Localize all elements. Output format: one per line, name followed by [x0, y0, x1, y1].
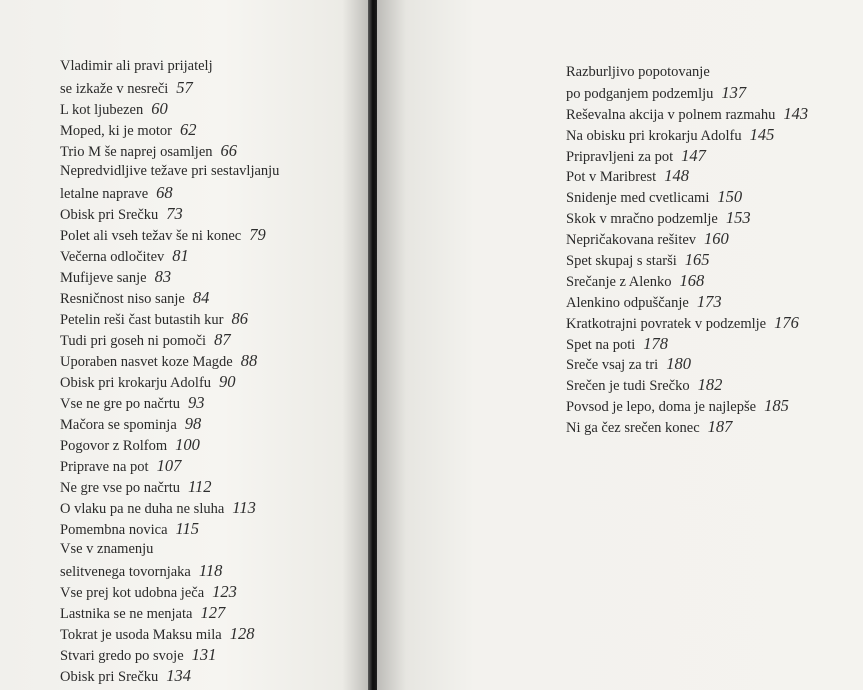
- toc-entry: [566, 396, 808, 417]
- toc-entry-title: [566, 271, 808, 292]
- toc-page-number: 107: [156, 456, 182, 475]
- toc-page-number: 131: [191, 645, 217, 664]
- toc-entry-title: [60, 98, 279, 119]
- toc-entry: [566, 166, 808, 187]
- toc-entry: [566, 313, 808, 334]
- toc-page-number: 86: [231, 309, 248, 328]
- toc-entry: [60, 266, 279, 287]
- toc-page-number: 57: [176, 78, 193, 97]
- toc-entry: [60, 203, 279, 224]
- toc-entry: [566, 354, 808, 375]
- toc-page-number: 147: [681, 145, 706, 165]
- toc-entry-title: [60, 560, 279, 581]
- toc-entry-title: [566, 417, 808, 438]
- toc-entry: [60, 539, 279, 581]
- toc-entry-text: Povsod je lepo, doma je najlepše: [566, 399, 757, 416]
- toc-entry: [60, 371, 279, 392]
- toc-page-number: 93: [187, 393, 205, 412]
- toc-entry: [566, 271, 808, 292]
- toc-entry-title: [60, 350, 279, 371]
- toc-entry: [60, 455, 279, 476]
- toc-entry: [60, 224, 279, 245]
- toc-page-number: 73: [166, 204, 183, 223]
- toc-entry: [566, 250, 808, 271]
- toc-page-number: 66: [220, 141, 238, 160]
- toc-entry-text: Vse prej kot udobna ječa: [60, 585, 205, 601]
- toc-page-number: 168: [679, 270, 705, 290]
- toc-page-number: 160: [704, 229, 729, 249]
- toc-page-number: 148: [664, 166, 689, 186]
- toc-page-number: 187: [707, 417, 733, 437]
- toc-entry-title: [566, 354, 808, 375]
- toc-entry-text: Mačora se spominja: [60, 417, 177, 433]
- toc-page-number: 81: [172, 246, 189, 265]
- toc-entry-text: Pripravljeni za pot: [566, 148, 674, 165]
- toc-entry-text: Večerna odločitev: [60, 249, 165, 265]
- toc-entry-text: po podganjem podzemlju: [566, 85, 714, 102]
- toc-entry: [60, 413, 279, 434]
- toc-entry-title: [60, 182, 279, 203]
- toc-entry-text: Pot v Maribrest: [566, 169, 657, 186]
- toc-entry: [566, 417, 808, 438]
- toc-entry-title: [60, 476, 279, 497]
- toc-entry-title: [60, 371, 279, 392]
- toc-entry-text: Ni ga čez srečen konec: [566, 420, 700, 437]
- toc-entry-title: [566, 313, 808, 334]
- toc-entry-text: Lastnika se ne menjata: [60, 606, 193, 622]
- toc-entry: [566, 125, 808, 146]
- toc-entry: [60, 518, 279, 539]
- toc-entry-text: Pomembna novica: [60, 522, 168, 538]
- toc-entry-title: [566, 62, 808, 83]
- toc-page-number: 153: [725, 208, 751, 228]
- toc-entry-text: Spet na poti: [566, 336, 636, 353]
- toc-entry-text: Stvari gredo po svoje: [60, 648, 184, 664]
- toc-entry: [60, 644, 279, 665]
- toc-page-number: 145: [749, 124, 775, 144]
- toc-entry-text: Obisk pri Srečku: [60, 207, 159, 223]
- toc-entry: [60, 56, 279, 98]
- toc-entry-title: [60, 245, 279, 266]
- toc-entry-title: [566, 292, 808, 313]
- toc-entry-title: [566, 396, 808, 417]
- toc-entry-title: [60, 140, 279, 161]
- right-page: [377, 0, 863, 690]
- toc-page-number: 123: [212, 582, 237, 601]
- toc-page-number: 127: [200, 603, 226, 622]
- toc-entry-title: [60, 392, 279, 413]
- toc-entry: [566, 62, 808, 104]
- toc-page-number: 62: [179, 120, 197, 139]
- toc-entry-text: Alenkino odpuščanje: [566, 294, 689, 311]
- toc-entry: [60, 476, 279, 497]
- toc-entry: [566, 208, 808, 229]
- toc-entry-text: Skok v mračno podzemlje: [566, 211, 718, 228]
- toc-page-number: 100: [175, 435, 200, 454]
- toc-entry-title: [60, 434, 279, 455]
- toc-page-number: 60: [151, 99, 168, 118]
- toc-entry: [60, 119, 279, 140]
- toc-entry-text: Srečanje z Alenko: [566, 273, 672, 290]
- toc-entry-title: [566, 187, 808, 208]
- toc-entry-title: [60, 287, 279, 308]
- toc-entry: [60, 434, 279, 455]
- toc-entry-text: Snidenje med cvetlicami: [566, 190, 710, 207]
- toc-entry: [566, 334, 808, 355]
- toc-entry-text: se izkaže v nesreči: [60, 81, 169, 97]
- toc-page-number: 118: [198, 561, 223, 580]
- toc-page-number: 90: [219, 372, 236, 391]
- toc-page-number: 143: [783, 103, 809, 123]
- toc-entry-title: [60, 203, 279, 224]
- toc-entry: [60, 140, 279, 161]
- toc-entry: [60, 245, 279, 266]
- toc-page-number: 68: [156, 183, 173, 202]
- toc-page-number: 115: [175, 519, 200, 538]
- toc-entry-text: Vladimir ali pravi prijatelj: [60, 58, 213, 74]
- toc-page-number: 150: [717, 187, 743, 207]
- toc-entry-text: Ne gre vse po načrtu: [60, 480, 180, 496]
- toc-page-number: 98: [184, 414, 202, 433]
- toc-entry-text: letalne naprave: [60, 186, 149, 202]
- toc-entry-title: [60, 665, 279, 686]
- toc-page-number: 113: [232, 498, 256, 517]
- left-page: [0, 0, 372, 690]
- toc-entry: [60, 161, 279, 203]
- toc-entry-text: Resničnost niso sanje: [60, 291, 185, 307]
- toc-entry: [60, 497, 279, 518]
- toc-entry-title: [566, 125, 808, 146]
- toc-entry-text: Priprave na pot: [60, 459, 149, 475]
- toc-entry: [60, 665, 279, 686]
- toc-entry-title: [60, 77, 279, 98]
- toc-page-number: 173: [696, 291, 722, 311]
- toc-entry: [60, 623, 279, 644]
- toc-entry-text: Na obisku pri krokarju Adolfu: [566, 127, 742, 144]
- toc-entry-title: [566, 250, 808, 271]
- toc-entry-title: [60, 413, 279, 434]
- toc-page-number: 182: [697, 375, 723, 395]
- toc-entry-text: L kot ljubezen: [60, 102, 144, 118]
- toc-entry-text: Vse v znamenju: [60, 541, 154, 557]
- toc-page-number: 185: [764, 396, 789, 416]
- toc-entry-text: Reševalna akcija v polnem razmahu: [566, 106, 776, 123]
- toc-entry-text: Uporaben nasvet koze Magde: [60, 354, 233, 370]
- toc-list-right: [566, 62, 808, 438]
- toc-entry-text: Kratkotrajni povratek v podzemlje: [566, 315, 767, 332]
- toc-entry-text: Obisk pri Srečku: [60, 669, 159, 685]
- toc-entry-text: Sreče vsaj za tri: [566, 357, 659, 374]
- toc-entry-title: [60, 266, 279, 287]
- toc-entry: [60, 308, 279, 329]
- toc-entry-title: [60, 518, 279, 539]
- toc-entry-title: [566, 229, 808, 250]
- toc-page-number: 87: [214, 330, 231, 349]
- toc-entry: [60, 581, 279, 602]
- toc-entry: [60, 98, 279, 119]
- toc-entry: [60, 392, 279, 413]
- toc-page-number: 137: [721, 82, 747, 102]
- toc-entry-title: [60, 308, 279, 329]
- toc-entry-text: Nepredvidljive težave pri sestavljanju: [60, 163, 280, 179]
- toc-entry-title: [60, 497, 279, 518]
- toc-entry-title: [566, 104, 808, 125]
- toc-page-number: 178: [643, 333, 669, 353]
- toc-entry-title: [60, 581, 279, 602]
- toc-page-number: 180: [666, 354, 691, 374]
- toc-entry-title: [566, 166, 808, 187]
- toc-page-number: 128: [229, 624, 255, 643]
- toc-entry-title: [60, 644, 279, 665]
- toc-page-number: 176: [774, 312, 799, 332]
- toc-page-number: 112: [187, 477, 212, 496]
- toc-entry: [60, 287, 279, 308]
- toc-entry: [566, 229, 808, 250]
- toc-entry-text: O vlaku pa ne duha ne sluha: [60, 501, 225, 517]
- toc-page-number: 83: [154, 267, 172, 286]
- toc-entry-text: Moped, ki je motor: [60, 123, 172, 139]
- toc-entry-text: Vse ne gre po načrtu: [60, 396, 180, 412]
- toc-entry: [566, 292, 808, 313]
- toc-entry-title: [60, 602, 279, 623]
- toc-page-number: 134: [166, 666, 192, 685]
- toc-entry-title: [60, 224, 279, 245]
- toc-entry-title: [566, 146, 808, 167]
- toc-entry-title: [566, 83, 808, 104]
- toc-entry: [566, 375, 808, 396]
- toc-entry-text: Nepričakovana rešitev: [566, 232, 697, 249]
- toc-entry: [60, 329, 279, 350]
- toc-page-number: 79: [249, 225, 266, 244]
- toc-page-number: 165: [684, 250, 710, 270]
- toc-entry: [566, 146, 808, 167]
- toc-entry: [566, 187, 808, 208]
- toc-entry-title: [60, 455, 279, 476]
- toc-entry-title: [566, 208, 808, 229]
- toc-entry-text: Polet ali vseh težav še ni konec: [60, 228, 242, 244]
- toc-entry-text: selitvenega tovornjaka: [60, 564, 191, 580]
- toc-entry-title: [60, 56, 279, 77]
- toc-entry-text: Srečen je tudi Srečko: [566, 378, 690, 395]
- toc-entry: [60, 350, 279, 371]
- toc-entry-text: Obisk pri krokarju Adolfu: [60, 375, 212, 391]
- toc-entry-title: [60, 119, 279, 140]
- toc-entry-text: Spet skupaj s starši: [566, 253, 677, 270]
- toc-entry-title: [566, 334, 808, 355]
- toc-entry-text: Razburljivo popotovanje: [566, 64, 710, 80]
- toc-entry-text: Petelin reši čast butastih kur: [60, 312, 224, 328]
- toc-entry: [60, 602, 279, 623]
- toc-entry: [566, 104, 808, 125]
- toc-page-number: 88: [240, 351, 258, 370]
- toc-entry-title: [566, 375, 808, 396]
- toc-entry-text: Tokrat je usoda Maksu mila: [60, 627, 222, 643]
- toc-entry-text: Tudi pri goseh ni pomoči: [60, 333, 207, 349]
- toc-entry-text: Pogovor z Rolfom: [60, 438, 168, 454]
- toc-page-number: 84: [192, 288, 210, 307]
- toc-entry-title: [60, 161, 279, 182]
- toc-entry-title: [60, 539, 279, 560]
- toc-list-left: [60, 56, 279, 686]
- toc-entry-title: [60, 329, 279, 350]
- toc-entry-text: Mufijeve sanje: [60, 270, 147, 286]
- toc-entry-title: [60, 623, 279, 644]
- toc-entry-text: Trio M še naprej osamljen: [60, 144, 213, 160]
